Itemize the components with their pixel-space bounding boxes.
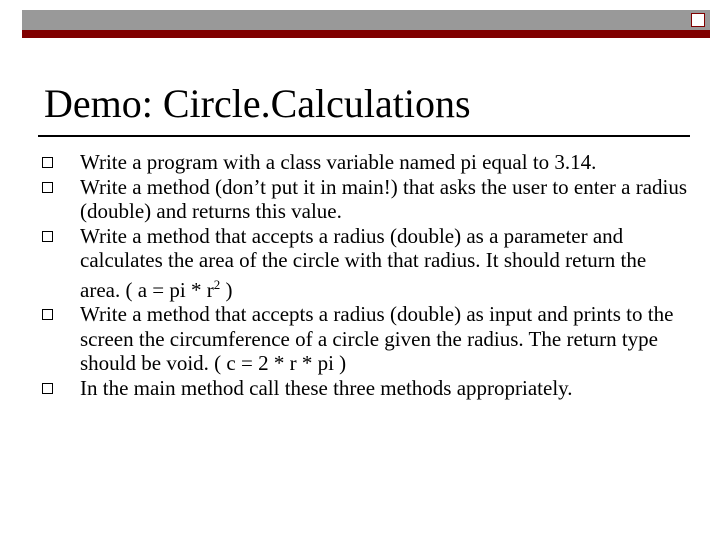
bullet-text: In the main method call these three methods appropriately. bbox=[80, 375, 573, 400]
header-corner-red bbox=[688, 30, 710, 38]
hollow-square-bullet-icon bbox=[42, 231, 53, 242]
bullet-text: Write a method (don’t put it in main!) that asks the user to enter a radius (double) and returns this value. bbox=[80, 174, 688, 223]
bullet-text: Write a method that accepts a radius (double) as input and prints to the screen the circumference of a circle given the radius. The return type should be void. ( c = 2 * r * pi ) bbox=[80, 302, 674, 375]
bullet-item bbox=[0, 376, 720, 401]
bullet-item bbox=[0, 224, 720, 303]
superscript-exponent: 2 bbox=[213, 276, 221, 292]
title-divider bbox=[38, 135, 690, 137]
hollow-square-bullet-icon bbox=[42, 182, 53, 193]
slide-title: Demo: Circle.Calculations bbox=[44, 81, 471, 126]
bullet-text: Write a program with a class variable named pi equal to 3.14. bbox=[80, 150, 597, 174]
hollow-square-bullet-icon bbox=[42, 309, 53, 320]
bullet-item bbox=[0, 150, 720, 175]
header-gray-strip bbox=[22, 10, 688, 30]
decorative-header-bar bbox=[22, 10, 712, 38]
header-red-strip bbox=[22, 30, 688, 38]
hollow-square-bullet-icon bbox=[42, 157, 53, 168]
bullet-text: Write a method that accepts a radius (double) as a parameter and calculates the area of the circle with that radius. It should return the area. ( a = pi * r bbox=[80, 223, 647, 302]
bullet-list bbox=[0, 150, 720, 400]
bullet-text-close: ) bbox=[220, 277, 233, 302]
header-corner-square-icon bbox=[691, 13, 705, 27]
bullet-item bbox=[0, 302, 720, 376]
hollow-square-bullet-icon bbox=[42, 383, 53, 394]
bullet-item bbox=[0, 175, 720, 224]
